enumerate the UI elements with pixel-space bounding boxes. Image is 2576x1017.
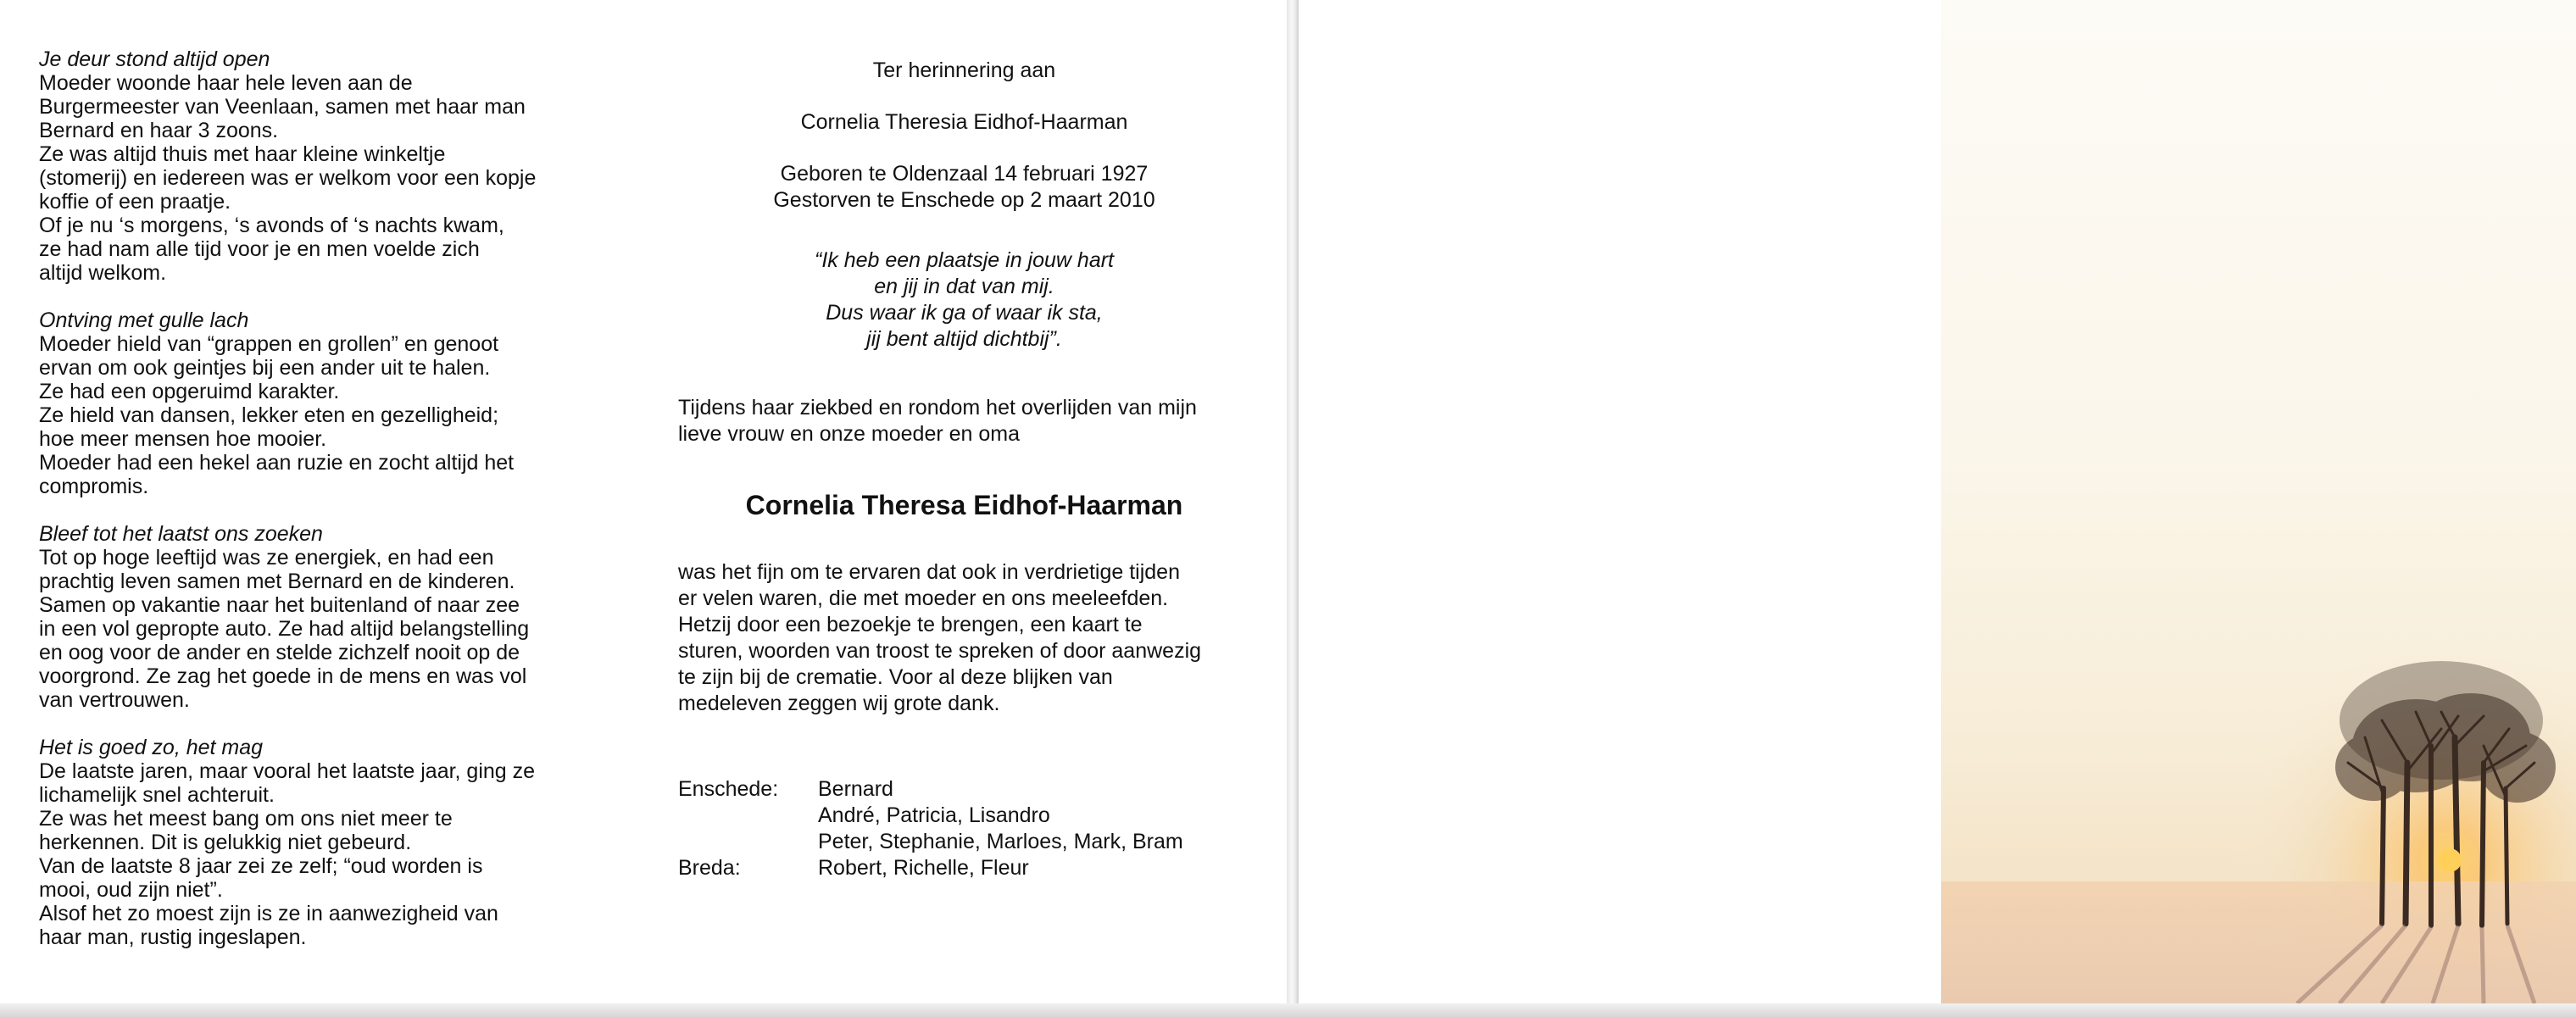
stanza-title: Het is goed zo, het mag	[39, 736, 264, 759]
stanza-title: Je deur stond altijd open	[39, 47, 270, 71]
stanza-line: herkennen. Dit is gelukkig niet gebeurd.	[39, 831, 412, 854]
thanks-intro-line: lieve vrouw en onze moeder en oma	[678, 422, 1021, 446]
stanza-line: haar man, rustig ingeslapen.	[39, 925, 307, 949]
winter-trees-sunset-illustration	[1941, 0, 2576, 1003]
stanza-line: hoe meer mensen hoe mooier.	[39, 427, 327, 451]
stanza-title: Ontving met gulle lach	[39, 308, 249, 332]
stanza-line: en oog voor de ander en stelde zichzelf nooit op de	[39, 641, 520, 664]
stanza-line: ze had nam alle tijd voor je en men voelde zich	[39, 237, 480, 261]
thanks-body-line: te zijn bij de crematie. Voor al deze blijken van	[678, 665, 1113, 689]
stanza-line: Tot op hoge leeftijd was ze energiek, en had een	[39, 546, 494, 570]
memorial-column	[678, 58, 1250, 881]
thanks-body-line: Hetzij door een bezoekje te brengen, een kaart te	[678, 613, 1143, 636]
birth-line: Geboren te Oldenzaal 14 februari 1927	[780, 162, 1149, 186]
stanza-line: lichamelijk snel achteruit.	[39, 783, 275, 807]
stanza-line: Alsof het zo moest zijn is ze in aanwezigheid van	[39, 902, 498, 925]
family-place	[678, 803, 818, 829]
stanza-1	[39, 47, 598, 285]
stanza-2	[39, 308, 598, 498]
stanza-title: Bleef tot het laatst ons zoeken	[39, 522, 323, 546]
inner-left-page	[0, 0, 1287, 1003]
thanks-body-line: er velen waren, die met moeder en ons meeleefden.	[678, 586, 1169, 610]
life-story-column	[39, 47, 598, 973]
death-line: Gestorven te Enschede op 2 maart 2010	[773, 188, 1155, 212]
family-names: André, Patricia, Lisandro	[818, 803, 1050, 827]
stanza-line: van vertrouwen.	[39, 688, 190, 712]
stanza-line: Moeder woonde haar hele leven aan de	[39, 71, 413, 95]
deceased-name: Cornelia Theresia Eidhof-Haarman	[800, 110, 1128, 134]
cover-image	[1941, 0, 2576, 1003]
quote-block	[678, 247, 1250, 353]
thanks-body-line: sturen, woorden van troost te spreken of door aanwezig	[678, 639, 1202, 663]
stanza-line: koffie of een praatje.	[39, 190, 231, 214]
thanks-body	[678, 559, 1250, 717]
scan-bottom-edge	[0, 1003, 2576, 1017]
stanza-line: compromis.	[39, 475, 149, 498]
stanza-line: in een vol gepropte auto. Ze had altijd belangstelling	[39, 617, 530, 641]
stanza-line: Moeder had een hekel aan ruzie en zocht altijd het	[39, 451, 515, 475]
thanks-intro	[678, 395, 1250, 447]
family-place	[678, 829, 818, 855]
stanza-line: altijd welkom.	[39, 261, 167, 285]
family-names: Peter, Stephanie, Marloes, Mark, Bram	[818, 830, 1183, 853]
stanza-line: prachtig leven samen met Bernard en de kinderen.	[39, 570, 515, 593]
family-names: Bernard	[818, 777, 893, 801]
quote-line: Dus waar ik ga of waar ik sta,	[826, 301, 1103, 325]
family-place: Breda:	[678, 856, 741, 880]
stanza-line: (stomerij) en iedereen was er welkom voor een kopje	[39, 166, 537, 190]
family-place: Enschede:	[678, 777, 779, 801]
stanza-line: Ze had een opgeruimd karakter.	[39, 380, 340, 403]
stanza-3	[39, 522, 598, 712]
quote-line: jij bent altijd dichtbij”.	[866, 327, 1062, 351]
stanza-line: Moeder hield van “grappen en grollen” en genoot	[39, 332, 499, 356]
stanza-4	[39, 736, 598, 949]
stanza-line: voorgrond. Ze zag het goede in de mens en was vol	[39, 664, 527, 688]
thanks-intro-line: Tijdens haar ziekbed en rondom het overlijden van mijn	[678, 396, 1197, 420]
family-names: Robert, Richelle, Fleur	[818, 856, 1029, 880]
quote-line: “Ik heb een plaatsje in jouw hart	[815, 248, 1114, 272]
card-fold	[1287, 0, 1299, 1017]
stanza-line: ervan om ook geintjes bij een ander uit te halen.	[39, 356, 491, 380]
thanks-body-line: was het fijn om te ervaren dat ook in verdrietige tijden	[678, 560, 1180, 584]
stanza-line: Bernard en haar 3 zoons.	[39, 119, 279, 142]
stanza-line: De laatste jaren, maar vooral het laatste jaar, ging ze	[39, 759, 536, 783]
thanks-body-line: medeleven zeggen wij grote dank.	[678, 692, 1000, 715]
intro-text: Ter herinnering aan	[872, 58, 1056, 82]
family-list	[678, 776, 1250, 881]
stanza-line: mooi, oud zijn niet”.	[39, 878, 223, 902]
stanza-line: Ze was altijd thuis met haar kleine winkeltje	[39, 142, 446, 166]
stanza-line: Ze was het meest bang om ons niet meer te	[39, 807, 453, 831]
stanza-line: Ze hield van dansen, lekker eten en gezelligheid;	[39, 403, 499, 427]
deceased-name-bold: Cornelia Theresa Eidhof-Haarman	[745, 490, 1183, 520]
stanza-line: Van de laatste 8 jaar zei ze zelf; “oud worden is	[39, 854, 483, 878]
stanza-line: Burgermeester van Veenlaan, samen met haar man	[39, 95, 526, 119]
stanza-line: Of je nu ‘s morgens, ‘s avonds of ‘s nachts kwam,	[39, 214, 504, 237]
stanza-line: Samen op vakantie naar het buitenland of naar zee	[39, 593, 520, 617]
quote-line: en jij in dat van mij.	[874, 275, 1054, 298]
